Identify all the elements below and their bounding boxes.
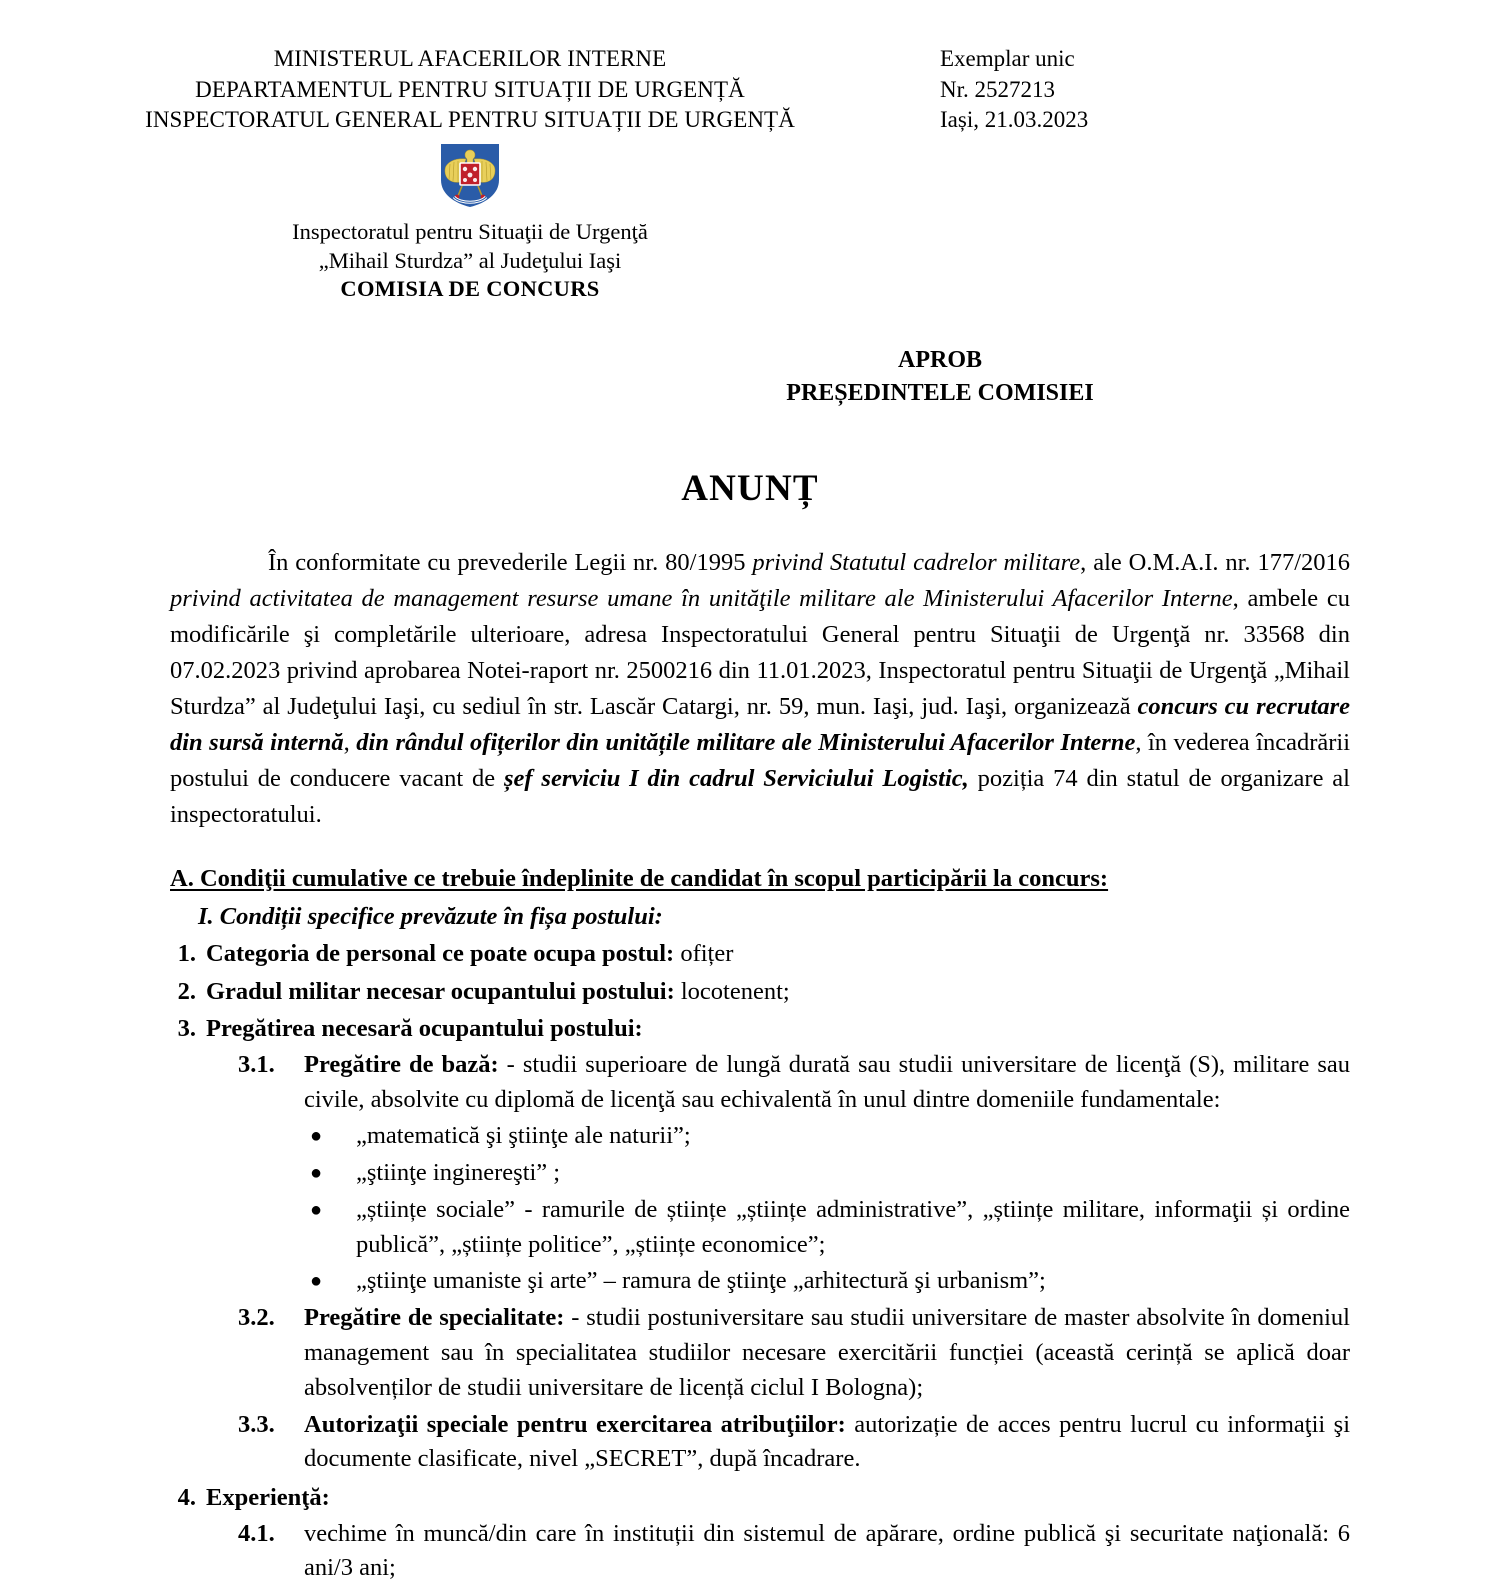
- registration-number: Nr. 2527213: [940, 76, 1055, 102]
- list-item-text: „științe sociale” - ramurile de științe „științe administrative”, „științe militare, informaţii și ordine publică”, „științe politice”, „științe economice”;: [356, 1195, 1350, 1258]
- document-header: [0, 0, 1500, 136]
- bullet-dot-icon: ●: [310, 1125, 323, 1148]
- list-item-number: 4.: [177, 1484, 196, 1512]
- intro-bold-contest-type: concurs cu recrutare din sursă internă: [170, 693, 1350, 757]
- list-item-number: 3.: [177, 1015, 196, 1043]
- intro-seg-5: , în vederea încadrării postului de conducere vacant de: [170, 729, 1351, 793]
- list-item: [238, 1301, 1350, 1405]
- header-reference-block: [910, 44, 1500, 136]
- intro-seg-1: În conformitate cu prevederile Legii nr. 80/1995: [268, 549, 753, 577]
- header-institution-block: [0, 44, 910, 136]
- list-item-number: 4.1.: [238, 1519, 275, 1547]
- list-item-value: - studii superioare de lungă durată sau studii universitare de licenţă (S), militare sau civile, absolvite cu diplomă de licenţă sau echivalentă în unul dintre domeniile fundamentale:: [304, 1050, 1351, 1113]
- list-item: [310, 1264, 1350, 1299]
- intro-bold-position-name: șef serviciu I din cadrul Serviciului Logistic,: [504, 765, 969, 793]
- unit-name-line-1: Inspectoratul pentru Situaţii de Urgenţă: [292, 218, 648, 244]
- list-item-text: [206, 1012, 1350, 1046]
- list-item-text: „ştiinţe umaniste şi arte” – ramura de ştiinţe „arhitectură şi urbanism”;: [356, 1267, 1046, 1295]
- list-item-text: [304, 1408, 1350, 1478]
- bullet-dot-icon: ●: [310, 1198, 323, 1221]
- list-item: [310, 1156, 1350, 1191]
- intro-seg-6: poziția 74 din statul de organizare al inspectoratului.: [170, 765, 1350, 829]
- list-item-text: [206, 1481, 1350, 1515]
- header-department-line: DEPARTAMENTUL PENTRU SITUAȚII DE URGENȚĂ: [195, 76, 745, 102]
- commission-label: COMISIA DE CONCURS: [340, 276, 600, 302]
- intro-seg-4: ,: [343, 729, 357, 757]
- header-inspectorate-line: INSPECTORATUL GENERAL PENTRU SITUAȚII DE URGENȚĂ: [145, 107, 795, 133]
- list-item-text: „ştiinţe inginereşti” ;: [356, 1159, 561, 1187]
- header-ministry-line: MINISTERUL AFACERILOR INTERNE: [273, 46, 667, 71]
- intro-paragraph: [170, 545, 1350, 833]
- list-item: [170, 1012, 1350, 1046]
- list-item-text: [206, 975, 1350, 1009]
- list-item-number: 2.: [177, 977, 196, 1005]
- intro-bold-candidate-source: din rândul ofițerilor din unitățile militare ale Ministerului Afacerilor Interne: [356, 729, 1136, 757]
- page-title: ANUNȚ: [681, 468, 819, 510]
- bullet-dot-icon: ●: [310, 1162, 323, 1185]
- list-item-value: ofițer: [674, 940, 734, 968]
- list-item: [238, 1048, 1350, 1118]
- list-item-label: Autorizaţii speciale pentru exercitarea atribuţiilor:: [304, 1410, 846, 1438]
- unit-name-line-2: „Mihail Sturdza” al Judeţului Iaşi: [318, 247, 622, 273]
- list-item: [310, 1193, 1350, 1263]
- list-item: [238, 1517, 1350, 1586]
- list-item-text: [304, 1048, 1350, 1118]
- intro-italic-law-title: privind Statutul cadrelor militare: [752, 549, 1081, 577]
- list-item-number: 3.1.: [238, 1050, 275, 1078]
- list-item-number: 1.: [177, 940, 196, 968]
- list-item-value: locotenent;: [674, 977, 790, 1005]
- domains-bullet-list: [310, 1119, 1350, 1299]
- intro-seg-2: , ale O.M.A.I. nr. 177/2016: [1080, 549, 1351, 577]
- list-item-label: Gradul militar necesar ocupantului postului:: [206, 977, 675, 1005]
- list-item-text: „matematică şi ştiinţe ale naturii”;: [356, 1122, 691, 1150]
- list-item: [170, 937, 1350, 971]
- romania-coat-of-arms-icon: [438, 142, 502, 208]
- list-item: [170, 975, 1350, 1009]
- list-item: [170, 1481, 1350, 1515]
- list-item-text: vechime în muncă/din care în instituții din sistemul de apărare, ordine publică şi securitate naţională: 6 ani/3 ani;: [304, 1519, 1350, 1582]
- list-item-label: Experienţă:: [206, 1484, 330, 1512]
- approval-role: PREȘEDINTELE COMISIEI: [786, 380, 1094, 407]
- copy-label: Exemplar unic: [940, 46, 1075, 71]
- list-item-label: Pregătirea necesară ocupantului postului:: [206, 1015, 643, 1043]
- bullet-dot-icon: ●: [310, 1270, 323, 1293]
- list-item-label: Pregătire de bază:: [304, 1050, 499, 1078]
- list-item-number: 3.2.: [238, 1304, 275, 1332]
- section-a-heading: A. Condiţii cumulative ce trebuie îndeplinite de candidat în scopul participării la concurs:: [170, 865, 1109, 893]
- list-item-number: 3.3.: [238, 1410, 275, 1438]
- list-item-text: [206, 937, 1350, 971]
- list-item-label: Pregătire de specialitate:: [304, 1304, 565, 1332]
- list-item-text: [304, 1301, 1350, 1405]
- list-item-value: - studii postuniversitare sau studii universitare de master absolvite în domeniul management sau în specialitatea studiilor necesare exercitării funcției (această cerință se aplică doar absolvenților de studii universitare de licență ciclul I Bologna);: [304, 1304, 1350, 1401]
- approval-block: [0, 344, 1500, 410]
- place-and-date: Iași, 21.03.2023: [940, 107, 1089, 133]
- emblem-container: [0, 142, 910, 210]
- intro-italic-omai-title: privind activitatea de management resurse umane în unităţile militare ale Ministerului Afacerilor Interne: [170, 585, 1233, 613]
- list-item: [238, 1408, 1350, 1478]
- subsection-i-heading: I. Condiții specifice prevăzute în fișa postului:: [198, 903, 663, 931]
- list-item-label: Categoria de personal ce poate ocupa postul:: [206, 940, 675, 968]
- list-item-value: autorizație de acces pentru lucrul cu informaţii şi documente clasificate, nivel „SECRET”, după încadrare.: [304, 1410, 1350, 1473]
- intro-seg-3: , ambele cu modificările şi completările ulterioare, adresa Inspectoratului General pentru Situaţii de Urgenţă nr. 33568 din 07.02.2023 privind aprobarea Notei-raport nr. 2500216 din 11.01.2023, Inspectoratul pentru Situaţii de Urgenţă „Mihail Sturdza” al Judeţului Iaşi, cu sediul în str. Lascăr Catargi, nr. 59, mun. Iaşi, jud. Iaşi, organizează: [170, 585, 1350, 721]
- issuing-unit-block: [0, 218, 910, 304]
- list-item: [310, 1119, 1350, 1154]
- approval-word: APROB: [898, 347, 982, 374]
